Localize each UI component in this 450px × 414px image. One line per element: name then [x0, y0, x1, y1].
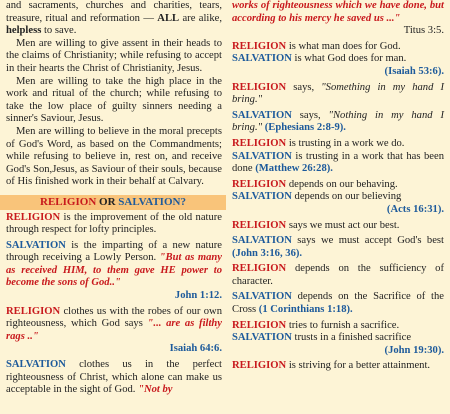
heading-religion: RELIGION	[40, 195, 97, 208]
keyword-salvation: SALVATION	[6, 359, 66, 371]
entry-text: depends on the sufficiency of character.	[232, 263, 444, 287]
keyword-religion: RELIGION	[232, 40, 287, 52]
intro-text: and sacraments, churches and charities, tears, treasure, ritual and reformation —	[6, 0, 222, 24]
entry-text: says we must accept God's best	[291, 235, 444, 247]
entry-s4	[232, 191, 444, 204]
entry-text: is the improvement of the old nature through respect for lofty principles.	[6, 211, 222, 236]
entry-text: is the imparting of a new nature through receiving a Lowly Person.	[6, 239, 222, 264]
entry-r1	[232, 41, 444, 54]
paragraph-assent: Men are willing to give assent in their heads to the claims of Christianity; while refusing to accept in their hearts the Christ of Christianity, Jesus.	[6, 37, 222, 74]
scripture-reference: (1 Corinthians 1:18).	[258, 304, 353, 316]
reference-line	[6, 343, 222, 356]
reference-line	[232, 345, 444, 358]
entry-text: depends on our behaving.	[286, 178, 398, 190]
entry-text: says we must act our best.	[286, 219, 400, 231]
scripture-reference: (Acts 16:31).	[386, 203, 444, 215]
entry-text: trusts in a finished sacrifice	[291, 332, 412, 344]
reference-line	[232, 204, 444, 217]
reference-line	[232, 66, 444, 79]
keyword-salvation: SALVATION	[232, 150, 292, 162]
entry-r3	[232, 138, 444, 151]
keyword-salvation: SALVATION	[232, 235, 292, 247]
intro-text-2: are alike,	[179, 12, 223, 24]
keyword-salvation: SALVATION	[232, 191, 292, 203]
intro-paragraph	[6, 0, 222, 38]
keyword-salvation: SALVATION	[232, 332, 292, 344]
entry-religion-improvement	[6, 212, 222, 237]
keyword-religion: RELIGION	[232, 219, 287, 231]
keyword-religion: RELIGION	[6, 305, 61, 317]
keyword-salvation: SALVATION	[232, 109, 292, 121]
entry-text: says,	[291, 109, 329, 121]
section-heading	[0, 195, 226, 210]
keyword-religion: RELIGION	[232, 263, 287, 275]
intro-all: ALL	[157, 12, 180, 24]
entry-s7	[232, 332, 444, 345]
entry-r5	[232, 220, 444, 233]
entry-text: is trusting in a work that has been done	[232, 150, 444, 175]
scripture-quote: "Not by	[138, 384, 173, 396]
intro-helpless: helpless	[6, 25, 42, 37]
entry-salvation-new-nature	[6, 240, 222, 290]
entry-r4	[232, 179, 444, 192]
scripture-reference: John 1:12.	[174, 290, 222, 302]
scripture-reference: (Isaiah 53:6).	[384, 65, 444, 77]
intro-text-3: to save.	[41, 25, 77, 37]
entry-r8	[232, 360, 444, 373]
reference-line	[232, 25, 444, 38]
left-column	[6, 0, 222, 397]
entry-text: is striving for a better attainment.	[286, 360, 431, 372]
continued-quote	[232, 0, 444, 25]
keyword-religion: RELIGION	[6, 211, 61, 223]
entry-text: depends on the Sacrifice of the Cross	[232, 291, 444, 316]
keyword-salvation: SALVATION	[6, 239, 66, 251]
scripture-quote: "But as many as received HIM, to them gave HE power to become the sons of God.."	[6, 252, 222, 289]
entry-religion-robes	[6, 306, 222, 344]
entry-s6	[232, 291, 444, 316]
paragraph-high-place: Men are willing to take the high place in the work and ritual of the church; while refusing to take the low place of guilty sinners needing a sinner's Saviour, Jesus.	[6, 75, 222, 125]
entry-text: is what man does for God.	[286, 40, 401, 52]
keyword-salvation: SALVATION	[232, 291, 292, 303]
keyword-religion: RELIGION	[232, 360, 287, 372]
heading-or: OR	[96, 195, 119, 208]
entry-text: says,	[286, 81, 322, 93]
entry-s1	[232, 53, 444, 66]
keyword-religion: RELIGION	[232, 319, 287, 331]
entry-s2	[232, 110, 444, 135]
scripture-quote: "... are as filthy rags .."	[6, 318, 222, 342]
heading-salvation: SALVATION?	[118, 195, 186, 208]
entry-text: clothes us with the robes of our own righteousness, which God says	[6, 305, 222, 330]
entry-r6	[232, 263, 444, 288]
scripture-reference: Isaiah 64:6.	[169, 343, 222, 355]
scripture-reference: (John 3:16, 36).	[232, 247, 303, 259]
entry-text: tries to furnish a sacrifice.	[286, 319, 400, 331]
entry-s5	[232, 235, 444, 260]
paragraph-moral-precepts: Men are willing to believe in the moral precepts of God's Word, as based on the Commandments; while refusing to believe in, rest on, and receive God's Son,Jesus, as Saviour of their souls, because of His finished work in their behalf at Calvary.	[6, 125, 222, 188]
scripture-reference: Titus 3:5.	[403, 25, 444, 37]
right-column	[232, 0, 444, 373]
scripture-reference: (John 19:30).	[384, 344, 444, 356]
scripture-reference: (Ephesians 2:8-9).	[264, 122, 346, 134]
reference-line	[6, 290, 222, 303]
keyword-religion: RELIGION	[232, 178, 287, 190]
entry-r2	[232, 82, 444, 107]
entry-salvation-righteousness	[6, 359, 222, 397]
keyword-religion: RELIGION	[232, 137, 287, 149]
quote-text: "Something in my hand I bring."	[232, 81, 444, 106]
entry-text: is what God does for man.	[291, 53, 407, 65]
keyword-salvation: SALVATION	[232, 53, 292, 65]
scripture-quote: works of righteousness which we have done, but according to his mercy he saved us ..."	[232, 0, 444, 24]
entry-text: is trusting in a work we do.	[286, 137, 405, 149]
keyword-religion: RELIGION	[232, 81, 287, 93]
entry-r7	[232, 320, 444, 333]
entry-text: clothes us in the perfect righteousness of Christ, which alone can make us acceptable in the sight of God.	[6, 359, 222, 396]
entry-s3	[232, 151, 444, 176]
quote-text: "Nothing in my hand I bring."	[232, 109, 444, 134]
scripture-reference: (Matthew 26:28).	[255, 163, 333, 175]
entry-text: depends on our believing	[291, 191, 402, 203]
